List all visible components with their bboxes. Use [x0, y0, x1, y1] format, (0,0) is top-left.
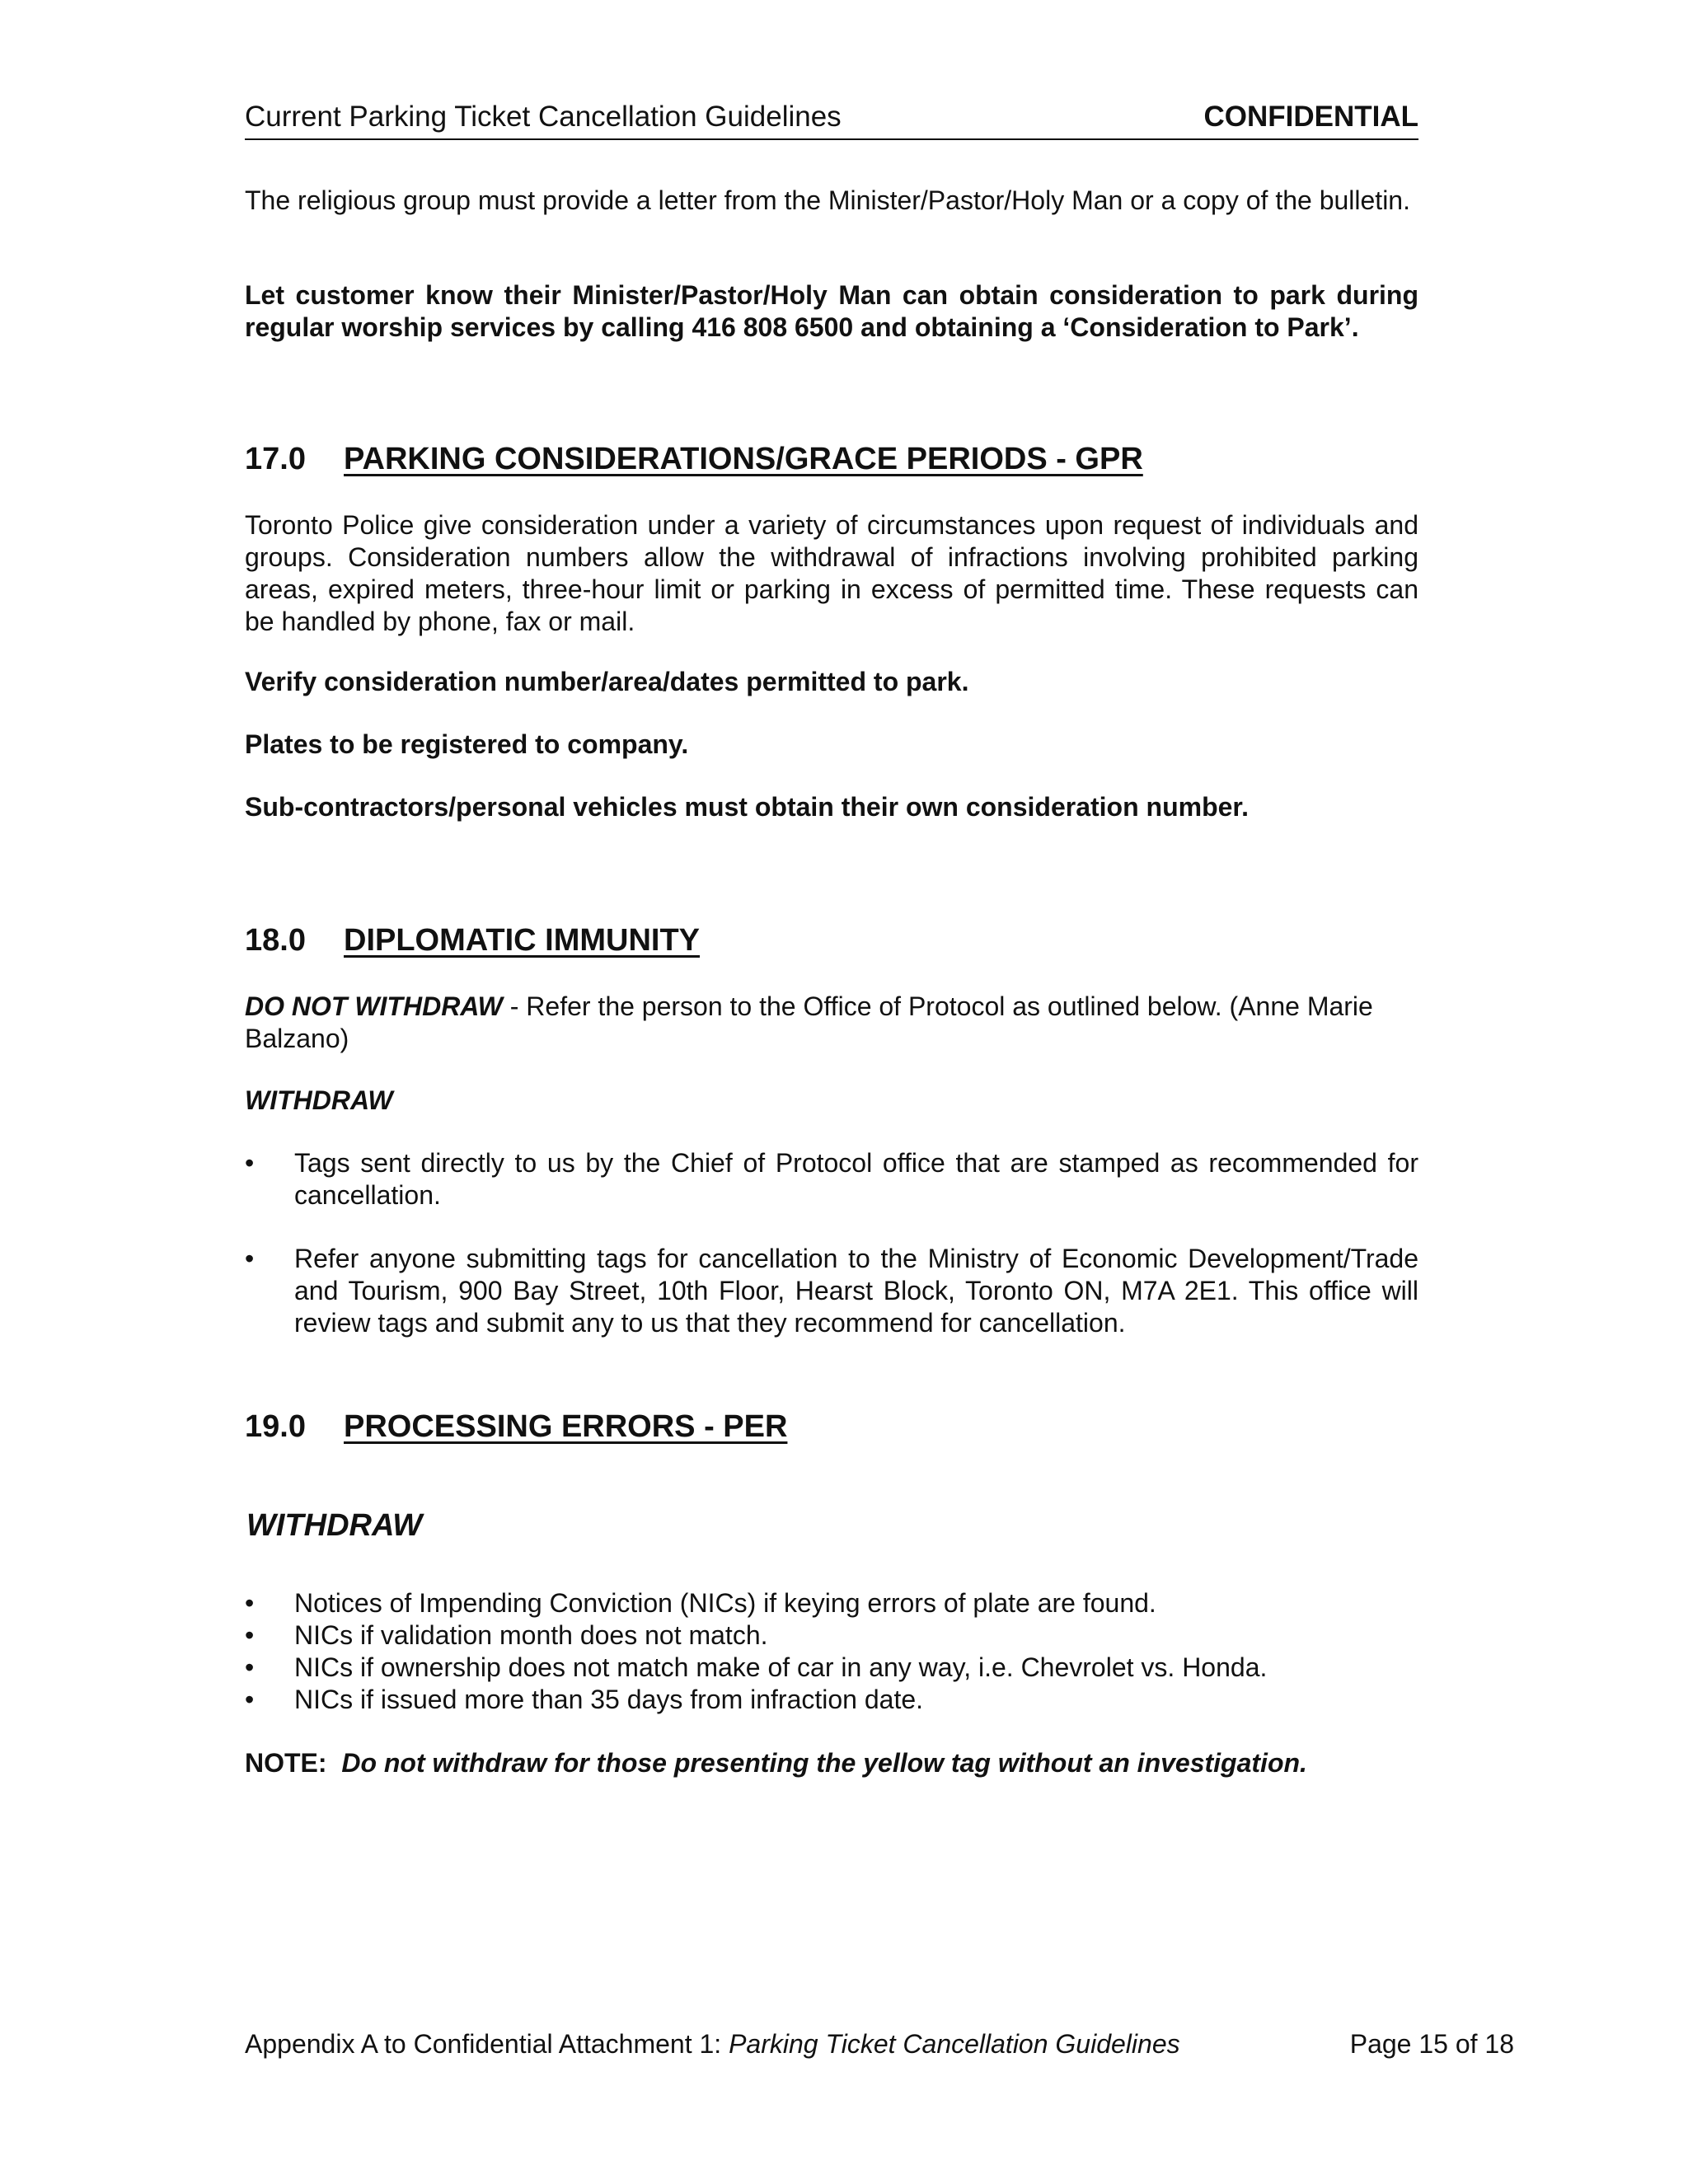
section-17-title: PARKING CONSIDERATIONS/GRACE PERIODS - GPR — [344, 442, 1143, 476]
section-18-bullet-list — [245, 1147, 1418, 1339]
section-19-bullet-list — [245, 1587, 1418, 1716]
footer-prefix: Appendix A to Confidential Attachment 1: — [245, 2029, 729, 2059]
bullet-icon: • — [245, 1244, 255, 1273]
section-17-note-2: Plates to be registered to company. — [245, 729, 689, 759]
bullet-icon: • — [245, 1620, 255, 1650]
section-17-note-1: Verify consideration number/area/dates permitted to park. — [245, 667, 969, 696]
list-item — [245, 1619, 1418, 1652]
list-item — [245, 1147, 1418, 1212]
list-item-text: Refer anyone submitting tags for cancellation to the Ministry of Economic Development/Trade and Tourism, 900 Bay Street, 10th Floor, Hearst Block, Toronto ON, M7A 2E1. This office will review tags and submit any to us that they recommend for cancellation. — [294, 1244, 1418, 1338]
bullet-icon: • — [245, 1652, 255, 1682]
list-item-text: NICs if validation month does not match. — [294, 1620, 768, 1650]
section-17-note-3: Sub-contractors/personal vehicles must obtain their own consideration number. — [245, 792, 1249, 822]
section-18-heading — [245, 923, 700, 958]
list-item-text: Tags sent directly to us by the Chief of Protocol office that are stamped as recommended for cancellation. — [294, 1148, 1418, 1210]
bullet-icon: • — [245, 1588, 255, 1618]
do-not-withdraw-text: - Refer the person to the Office of Protocol as outlined below. (Anne Marie Balzano) — [245, 991, 1373, 1053]
section-17-heading — [245, 442, 1143, 477]
page-number: Page 15 of 18 — [1349, 2029, 1514, 2059]
intro-paragraph: The religious group must provide a letter from the Minister/Pastor/Holy Man or a copy of the bulletin. — [245, 185, 1410, 215]
section-19-withdraw-label: WITHDRAW — [246, 1508, 423, 1543]
section-17-paragraph: Toronto Police give consideration under a variety of circumstances upon request of individuals and groups. Consideration numbers allow the withdrawal of infractions involving prohibited parking areas, expired meters, three-hour limit or parking in excess of permitted time. These requests can be handled by phone, fax or mail. — [245, 510, 1418, 636]
bullet-icon: • — [245, 1148, 255, 1178]
section-18-title: DIPLOMATIC IMMUNITY — [344, 923, 701, 958]
intro-bold-note: Let customer know their Minister/Pastor/Holy Man can obtain consideration to park during regular worship services by calling 416 808 6500 and obtaining a ‘Consideration to Park’. — [245, 280, 1418, 342]
section-19-title: PROCESSING ERRORS - PER — [344, 1409, 788, 1444]
page-footer — [245, 2029, 1514, 2060]
list-item — [245, 1243, 1418, 1339]
section-19-heading — [245, 1409, 787, 1445]
footer-doc-title: Parking Ticket Cancellation Guidelines — [729, 2029, 1180, 2059]
bullet-icon: • — [245, 1685, 255, 1714]
section-19-number: 19.0 — [245, 1409, 306, 1444]
list-item-text: NICs if issued more than 35 days from infraction date. — [294, 1685, 924, 1714]
header-title: Current Parking Ticket Cancellation Guidelines — [245, 101, 842, 133]
section-18-withdraw-label: WITHDRAW — [245, 1085, 393, 1115]
page-header — [245, 99, 1418, 140]
do-not-withdraw-label: DO NOT WITHDRAW — [245, 991, 503, 1021]
section-19-note — [245, 1747, 1418, 1779]
list-item — [245, 1684, 1418, 1716]
list-item — [245, 1652, 1418, 1684]
list-item-text: Notices of Impending Conviction (NICs) if keying errors of plate are found. — [294, 1588, 1156, 1618]
section-17-number: 17.0 — [245, 442, 306, 476]
section-18-instruction — [245, 991, 1418, 1055]
note-text: Do not withdraw for those presenting the yellow tag without an investigation. — [341, 1748, 1307, 1778]
list-item-text: NICs if ownership does not match make of car in any way, i.e. Chevrolet vs. Honda. — [294, 1652, 1268, 1682]
note-label: NOTE: — [245, 1748, 327, 1778]
section-18-number: 18.0 — [245, 923, 306, 958]
header-classification: CONFIDENTIAL — [1203, 101, 1418, 133]
list-item — [245, 1587, 1418, 1619]
